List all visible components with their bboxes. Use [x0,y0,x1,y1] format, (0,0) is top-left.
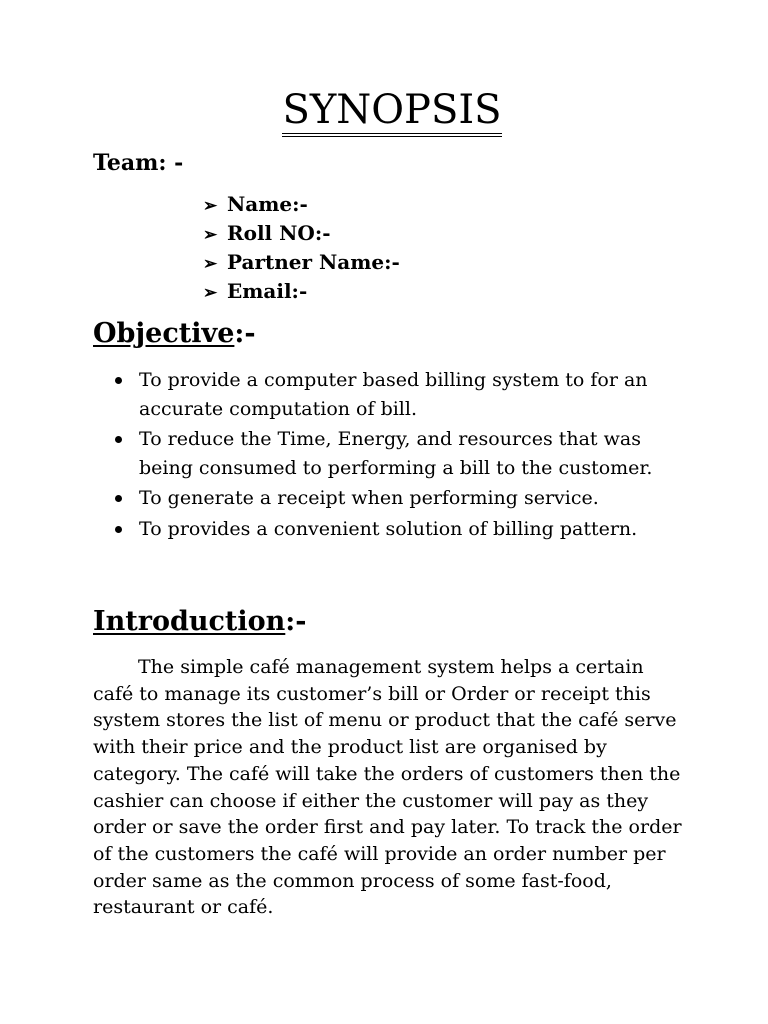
team-item-email [203,277,400,306]
objective-item [115,484,685,513]
arrow-bullet-icon: ➢ [203,283,218,303]
team-item-partner-name [203,248,400,277]
document-title-text: SYNOPSIS [282,87,501,137]
bullet-dot-icon [115,436,122,443]
introduction-heading-text: Introduction [93,606,286,637]
arrow-bullet-icon: ➢ [203,225,218,245]
team-item-name [203,190,400,219]
objective-item [115,515,685,544]
team-item-roll-no [203,219,400,248]
team-item-label: Roll NO:- [227,221,331,245]
team-item-label: Partner Name:- [227,250,400,274]
team-item-label: Email:- [227,279,308,303]
team-label: Team: - [93,150,184,176]
bullet-dot-icon [115,526,122,533]
team-item-label: Name:- [227,192,308,216]
arrow-bullet-icon: ➢ [203,254,218,274]
objective-list [115,366,685,545]
objective-heading-suffix: :- [234,318,256,349]
introduction-heading [93,606,306,638]
objective-heading [93,318,256,350]
introduction-paragraph: The simple café management system helps a certain café to manage its customer’s bill or Order or receipt this system stores the list of menu or product that the café serve with their price and the product list are organised by category. The café will take the orders of customers then the cashier can choose if either the customer will pay as they order or save the order first and pay later. To track the order of the customers the café will provide an order number per order same as the common process of some fast-food, restaurant or café. [93,656,682,919]
introduction-heading-suffix: :- [285,606,307,637]
objective-item-text: To provides a convenient solution of billing pattern. [139,517,638,540]
objective-item-text: To provide a computer based billing system to for an accurate computation of bill. [139,369,648,420]
arrow-bullet-icon: ➢ [203,196,218,216]
document-title [0,88,768,132]
objective-item-text: To generate a receipt when performing service. [139,487,599,509]
team-list [203,190,400,306]
objective-item [115,366,685,423]
bullet-dot-icon [115,495,122,502]
objective-item [115,425,685,482]
objective-heading-text: Objective [93,318,235,349]
bullet-dot-icon [115,377,122,384]
objective-item-text: To reduce the Time, Energy, and resources that was being consumed to performing a bill to the customer. [139,428,653,479]
